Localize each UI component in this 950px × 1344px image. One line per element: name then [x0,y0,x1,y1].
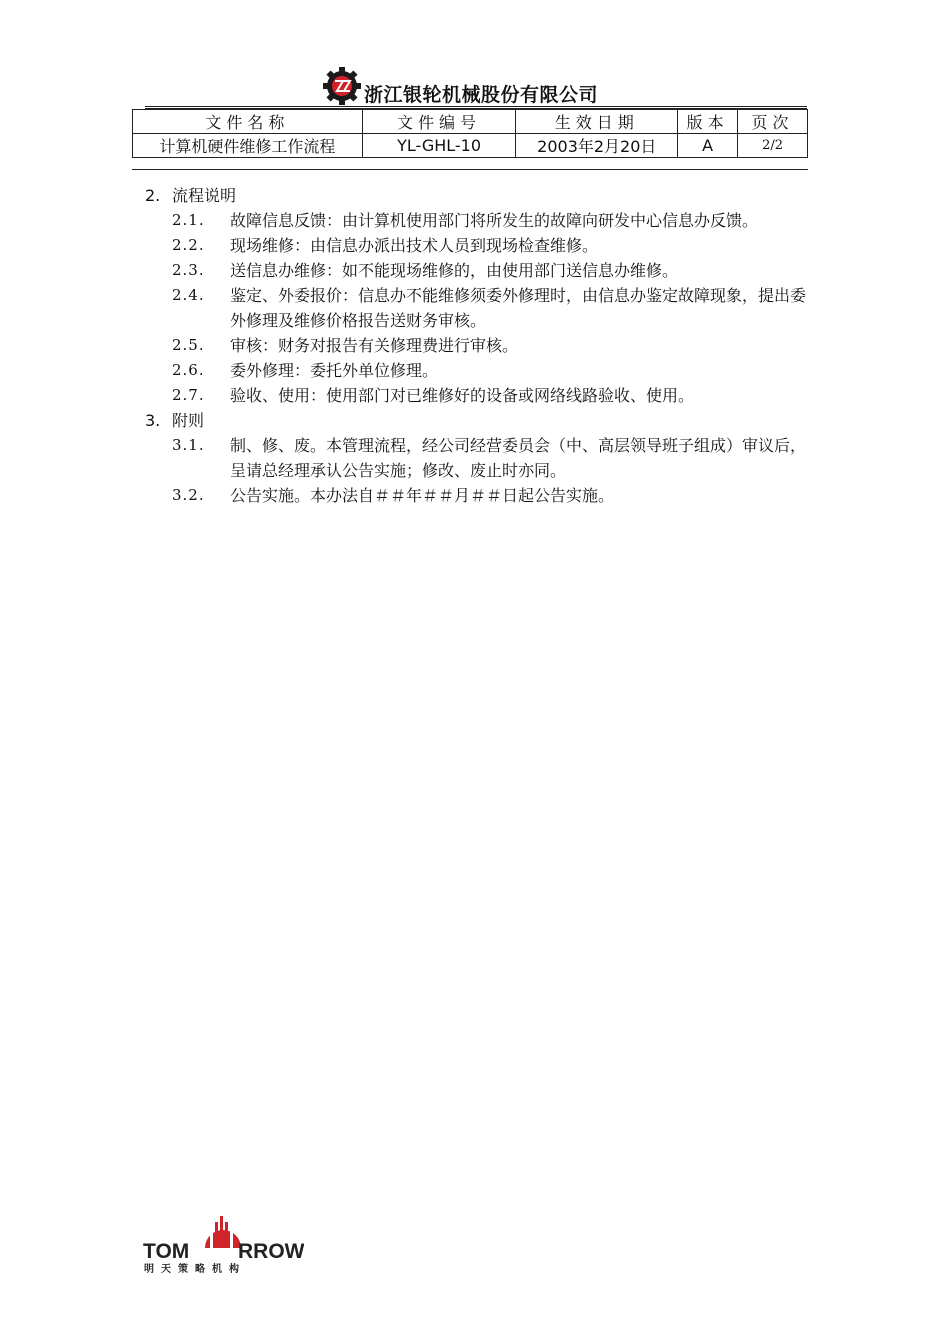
item-text: 故障信息反馈：由计算机使用部门将所发生的故障向研发中心信息办反馈。 [230,211,759,230]
header-top-rule [145,106,807,107]
yinlun-gear-logo-icon [322,66,362,106]
item-number: 2.4. [172,286,205,304]
tomorrow-subtitle: 明天策略机构 [144,1264,246,1274]
page-label: 页次 [738,110,808,134]
list-item [172,383,810,408]
tomorrow-brand-right: RROW [238,1240,304,1263]
list-item [172,258,810,283]
section-heading [145,408,810,433]
section-heading [145,183,810,208]
section-title: 流程说明 [172,186,237,205]
item-number: 2.5. [172,336,205,354]
list-item [172,208,810,233]
item-text: 鉴定、外委报价：信息办不能维修须委外修理时，由信息办鉴定故障现象，提出委外修理及维修价格报告送财务审核。 [230,286,807,330]
doc-name-value: 计算机硬件维修工作流程 [133,134,363,158]
item-number: 2.7. [172,386,205,404]
item-text: 审核：财务对报告有关修理费进行审核。 [230,336,519,355]
tomorrow-sunrise-icon [205,1216,241,1248]
item-text: 公告实施。本办法自＃＃年＃＃月＃＃日起公告实施。 [230,486,615,505]
doc-name-label: 文件名称 [133,110,363,134]
list-item [172,358,810,383]
version-value: A [678,134,738,158]
item-text: 制、修、废。本管理流程，经公司经营委员会（中、高层领导班子组成）审议后，呈请总经理承认公告实施；修改、废止时亦同。 [230,436,807,480]
item-text: 送信息办维修：如不能现场维修的，由使用部门送信息办维修。 [230,261,679,280]
item-number: 3.2. [172,486,205,504]
item-text: 验收、使用：使用部门对已维修好的设备或网络线路验收、使用。 [230,386,695,405]
list-item [172,433,810,483]
item-number: 3.1. [172,436,205,454]
section-number: 2. [145,186,161,205]
table-header-row [133,110,808,134]
table-value-row [133,134,808,158]
list-item [172,283,810,333]
company-name: 浙江银轮机械股份有限公司 [364,83,599,106]
effective-date-value: 2003年2月20日 [516,134,678,158]
header-bottom-rule [132,169,808,170]
item-number: 2.3. [172,261,205,279]
item-number: 2.6. [172,361,205,379]
company-header [322,66,598,106]
list-item [172,483,810,508]
page-value: 2/2 [738,134,808,158]
list-item [172,333,810,358]
doc-no-value: YL-GHL-10 [362,134,516,158]
document-info-table [132,109,808,158]
item-text: 现场维修：由信息办派出技术人员到现场检查维修。 [230,236,599,255]
section-title: 附则 [172,411,205,430]
document-body [145,183,810,508]
doc-no-label: 文件编号 [362,110,516,134]
item-number: 2.1. [172,211,205,229]
tomorrow-brand-left: TOM [143,1240,190,1263]
section-number: 3. [145,411,161,430]
item-text: 委外修理：委托外单位修理。 [230,361,439,380]
version-label: 版本 [678,110,738,134]
list-item [172,233,810,258]
item-number: 2.2. [172,236,205,254]
effective-date-label: 生效日期 [516,110,678,134]
tomorrow-brand-logo-icon [142,1212,304,1274]
